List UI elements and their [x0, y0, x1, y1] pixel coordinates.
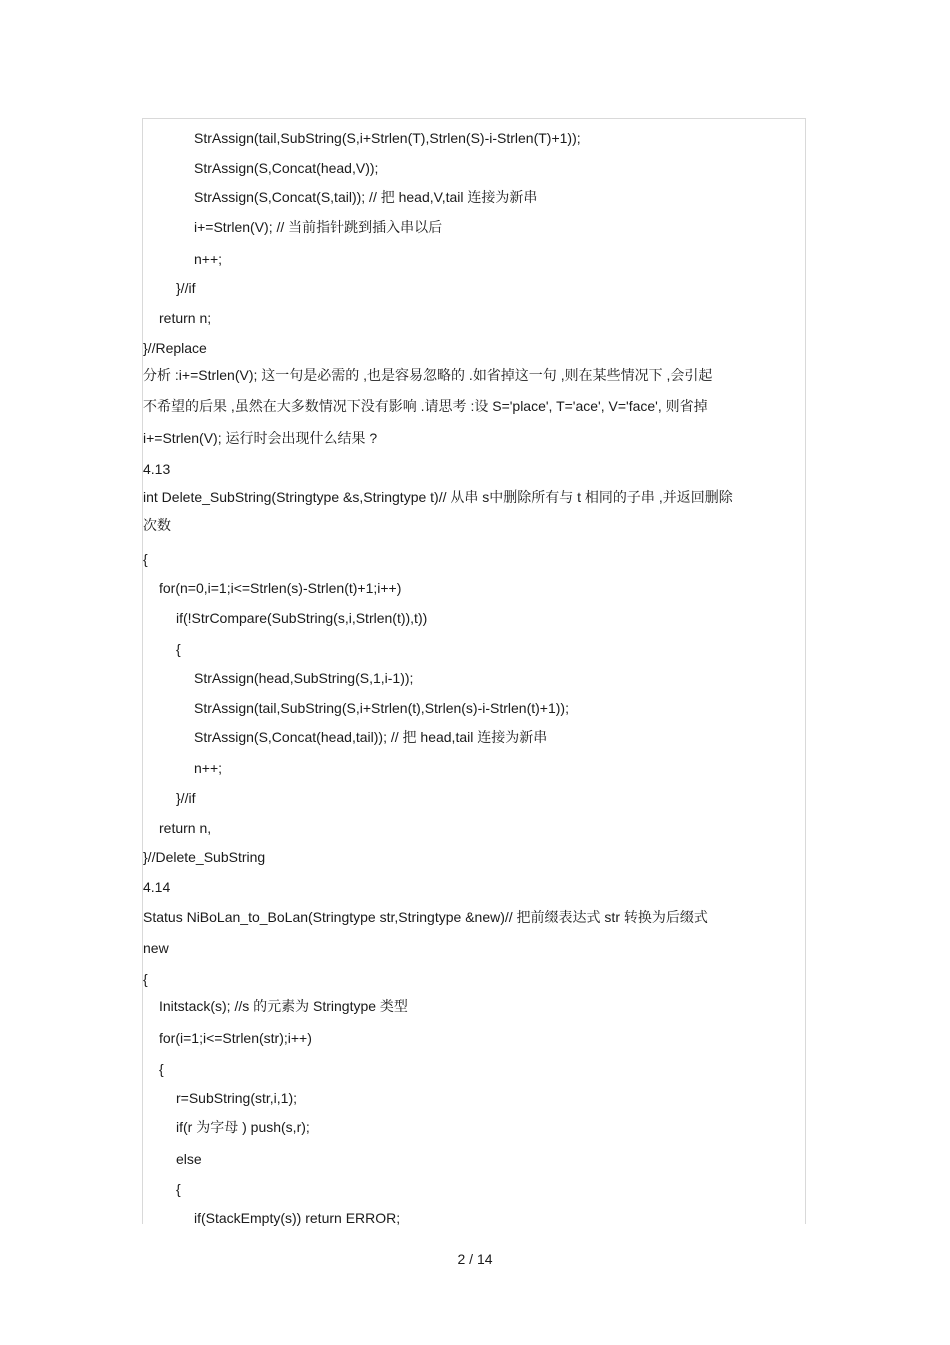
code-line: for(i=1;i<=Strlen(str);i++)	[159, 1030, 312, 1046]
code-line: }//if	[176, 790, 196, 806]
code-line: StrAssign(S,Concat(S,tail)); // 把 head,V,tail 连接为新串	[194, 189, 538, 205]
text-line: 不希望的后果 ,虽然在大多数情况下没有影响 .请思考 :设 S='place', T='ace', V='face', 则省掉	[143, 398, 708, 414]
text-line: 分析 :i+=Strlen(V); 这一句是必需的 ,也是容易忽略的 .如省掉这一句 ,则在某些情况下 ,会引起	[143, 367, 713, 383]
code-line: if(StackEmpty(s)) return ERROR;	[194, 1210, 401, 1226]
code-line: {	[176, 641, 181, 657]
text-line: 次数	[143, 517, 171, 533]
code-line: StrAssign(tail,SubString(S,i+Strlen(t),Strlen(s)-i-Strlen(t)+1));	[194, 700, 569, 716]
code-line: else	[176, 1151, 202, 1167]
code-line: r=SubString(str,i,1);	[176, 1090, 297, 1106]
code-line: StrAssign(S,Concat(head,tail)); // 把 head,tail 连接为新串	[194, 729, 548, 745]
code-line: return n,	[159, 820, 212, 836]
code-line: {	[143, 971, 148, 987]
code-line: n++;	[194, 251, 223, 267]
code-line: StrAssign(S,Concat(head,V));	[194, 160, 379, 176]
page-number: 2 / 14	[457, 1251, 493, 1267]
code-line: Status NiBoLan_to_BoLan(Stringtype str,Stringtype &new)// 把前缀表达式 str 转换为后缀式	[143, 909, 708, 925]
code-line: {	[143, 551, 148, 567]
code-line: {	[176, 1181, 181, 1197]
code-line: Initstack(s); //s 的元素为 Stringtype 类型	[159, 998, 408, 1014]
code-line: if(!StrCompare(SubString(s,i,Strlen(t)),t))	[176, 610, 428, 626]
code-line: }//Delete_SubString	[143, 849, 266, 865]
section-number: 4.13	[143, 461, 171, 477]
code-line: i+=Strlen(V); // 当前指针跳到插入串以后	[194, 219, 443, 235]
code-line: new	[143, 940, 169, 956]
code-line: return n;	[159, 310, 212, 326]
code-line: n++;	[194, 760, 223, 776]
code-line: if(r 为字母 ) push(s,r);	[176, 1119, 310, 1135]
section-number: 4.14	[143, 879, 171, 895]
code-line: int Delete_SubString(Stringtype &s,Stringtype t)// 从串 s中删除所有与 t 相同的子串 ,并返回删除	[143, 489, 733, 505]
code-line: {	[159, 1061, 164, 1077]
code-line: }//Replace	[143, 340, 207, 356]
code-line: }//if	[176, 280, 196, 296]
text-line: i+=Strlen(V); 运行时会出现什么结果 ?	[143, 430, 378, 446]
code-line: for(n=0,i=1;i<=Strlen(s)-Strlen(t)+1;i++)	[159, 580, 402, 596]
code-line: StrAssign(head,SubString(S,1,i-1));	[194, 670, 414, 686]
code-line: StrAssign(tail,SubString(S,i+Strlen(T),Strlen(S)-i-Strlen(T)+1));	[194, 130, 581, 146]
